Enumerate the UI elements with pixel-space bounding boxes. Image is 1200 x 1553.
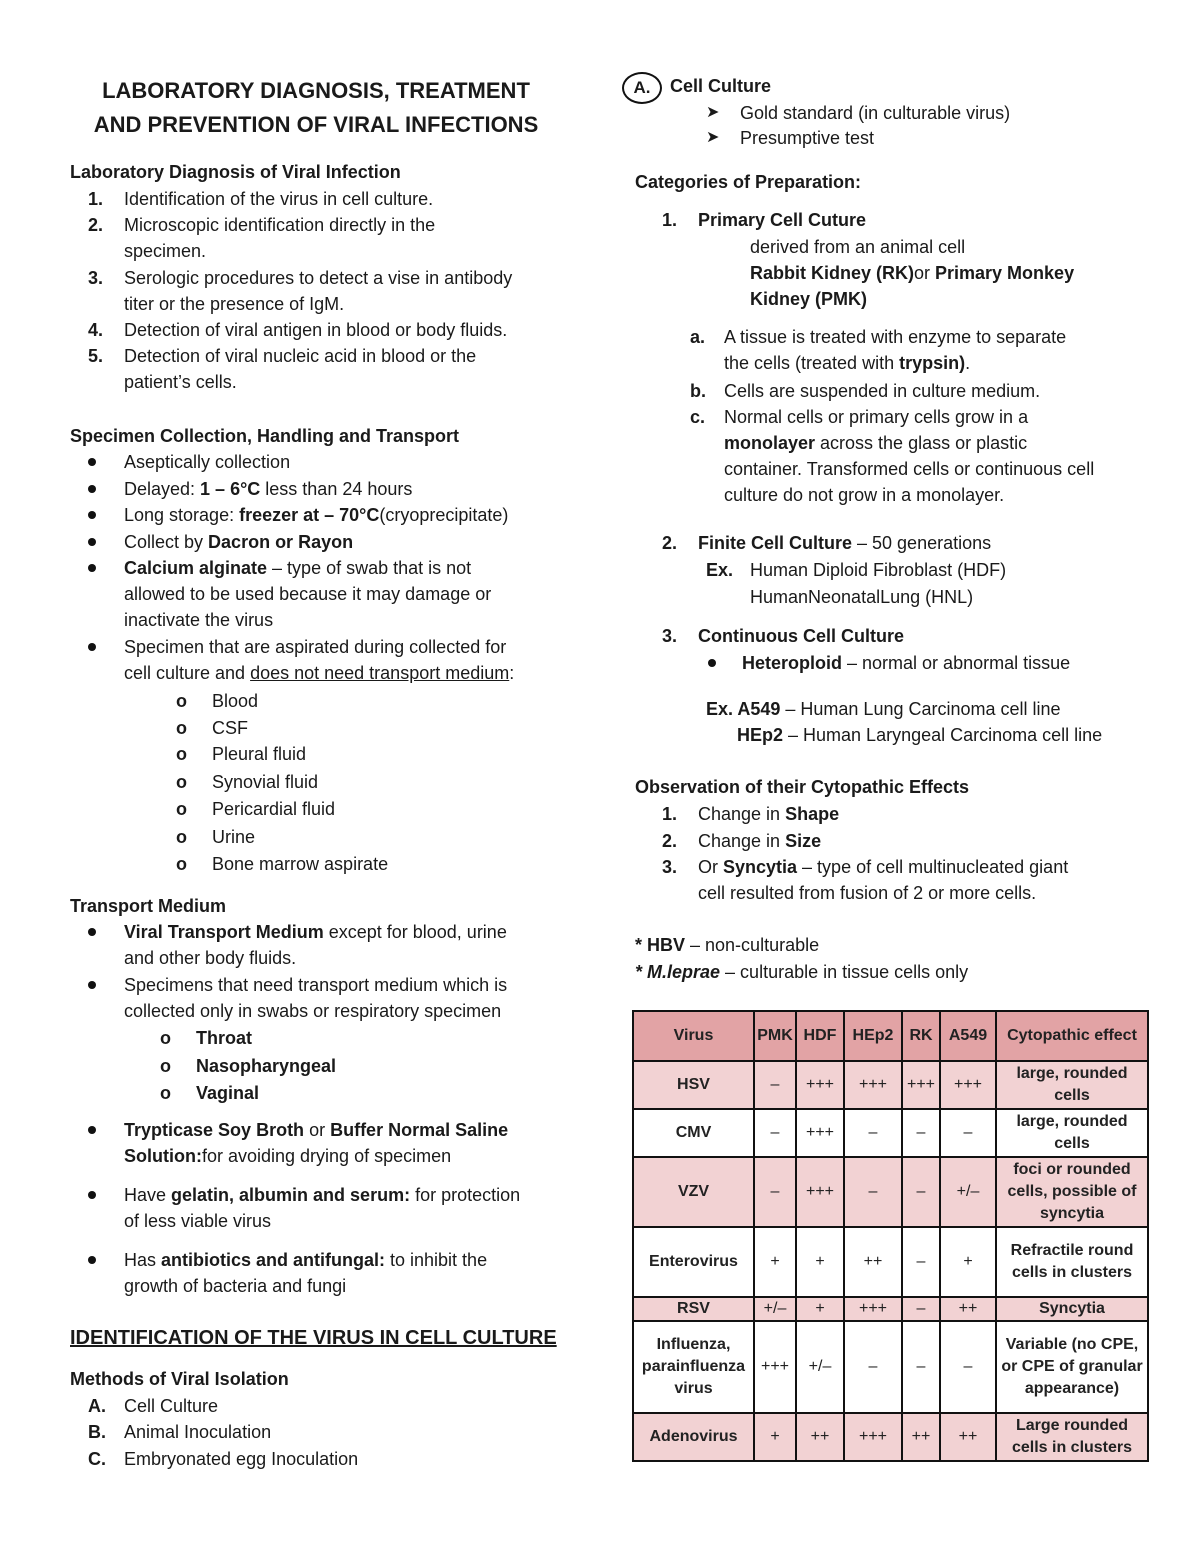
growth-cell: ++ xyxy=(796,1413,844,1461)
growth-cell: ++ xyxy=(902,1413,940,1461)
specimen-sub-item: o Pericardial fluid xyxy=(176,799,336,819)
transport-sub-item: o Nasopharyngeal xyxy=(160,1056,337,1076)
table-row xyxy=(633,1061,1148,1109)
growth-cell: +++ xyxy=(902,1061,940,1109)
finite-cell-culture: 2. Finite Cell Culture – 50 generations xyxy=(662,533,992,553)
growth-cell: – xyxy=(902,1109,940,1157)
growth-cell: +++ xyxy=(796,1061,844,1109)
continuous-example-1: Ex. A549 – Human Lung Carcinoma cell line xyxy=(706,699,1061,719)
specimen-sub-item: o Pleural fluid xyxy=(176,744,307,764)
bullet-icon xyxy=(70,1182,124,1234)
table-header: RK xyxy=(902,1011,940,1061)
bullet-icon xyxy=(70,476,124,502)
page-title xyxy=(70,74,562,142)
title-line-1: LABORATORY DIAGNOSIS, TREATMENT xyxy=(102,78,530,103)
arrow-icon: ➤ xyxy=(706,129,720,146)
table-row xyxy=(633,1227,1148,1297)
bullet-icon xyxy=(70,972,124,1024)
growth-cell: – xyxy=(754,1157,796,1227)
growth-cell: – xyxy=(902,1321,940,1413)
cytopathic-effect-cell: large, rounded cells xyxy=(996,1061,1148,1109)
table-row xyxy=(633,1413,1148,1461)
growth-cell: +++ xyxy=(796,1109,844,1157)
item-text: Detection of viral antigen in blood or body fluids. xyxy=(124,320,508,340)
transport-bullet-1: Viral Transport Medium except for blood, urine and other body fluids. xyxy=(70,919,560,971)
item-number: 1. xyxy=(88,189,104,209)
table-header: HDF xyxy=(796,1011,844,1061)
growth-cell: – xyxy=(844,1157,902,1227)
lab-diagnosis-heading: Laboratory Diagnosis of Viral Infection xyxy=(70,162,401,182)
growth-cell: – xyxy=(902,1297,940,1321)
identification-section-title: IDENTIFICATION OF THE VIRUS IN CELL CULTURE xyxy=(70,1327,557,1349)
virus-name-cell: HSV xyxy=(633,1061,754,1109)
cytopathic-effect-cell: Syncytia xyxy=(996,1297,1148,1321)
growth-cell: +++ xyxy=(940,1061,996,1109)
cytopathic-effect-cell: foci or rounded cells, possible of syncytia xyxy=(996,1157,1148,1227)
continuous-cell-culture: 3. Continuous Cell Culture xyxy=(662,626,904,646)
table-header: HEp2 xyxy=(844,1011,902,1061)
specimen-sub-item: o Urine xyxy=(176,827,256,847)
item-number: 2. xyxy=(88,215,104,235)
lab-diag-item-2 xyxy=(88,212,558,264)
growth-cell: +++ xyxy=(844,1061,902,1109)
virus-name-cell: RSV xyxy=(633,1297,754,1321)
growth-cell: ++ xyxy=(844,1227,902,1297)
title-line-2: AND PREVENTION OF VIRAL INFECTIONS xyxy=(93,112,539,137)
note-hbv: * HBV – non-culturable xyxy=(635,935,820,955)
transport-bullet-5: Has antibiotics and antifungal: to inhibit the growth of bacteria and fungi xyxy=(70,1247,560,1299)
growth-cell: + xyxy=(754,1413,796,1461)
growth-cell: +++ xyxy=(844,1297,902,1321)
virus-name-cell: CMV xyxy=(633,1109,754,1157)
specimen-sub-item: o Blood xyxy=(176,691,259,711)
cytopathic-effect-cell: large, rounded cells xyxy=(996,1109,1148,1157)
item-number: 5. xyxy=(88,346,104,366)
growth-cell: – xyxy=(902,1157,940,1227)
bullet-icon xyxy=(70,502,124,528)
primary-step-b: b. Cells are suspended in culture medium. xyxy=(690,381,1041,401)
growth-cell: – xyxy=(754,1061,796,1109)
finite-example-1: Ex. Human Diploid Fibroblast (HDF) xyxy=(706,560,1007,580)
primary-step-a: a. A tissue is treated with enzyme to separate the cells (treated with trypsin). xyxy=(690,327,1067,373)
item-text: Identification of the virus in cell culture. xyxy=(124,189,434,209)
specimen-bullet-3: Long storage: freezer at – 70°C(cryoprecipitate) xyxy=(70,502,560,528)
growth-cell: – xyxy=(844,1321,902,1413)
growth-cell: ++ xyxy=(940,1413,996,1461)
virus-cpe-table xyxy=(632,1010,1149,1462)
arrow-icon: ➤ xyxy=(706,104,720,121)
note-mleprae: * M.leprae – culturable in tissue cells only xyxy=(635,962,969,982)
table-header: Virus xyxy=(633,1011,754,1061)
transport-sub-item: o Vaginal xyxy=(160,1083,260,1103)
virus-name-cell: Influenza, parainfluenza virus xyxy=(633,1321,754,1413)
observation-item-1: 1. Change in Shape xyxy=(662,804,840,824)
bullet-icon xyxy=(70,634,124,686)
table-row xyxy=(633,1157,1148,1227)
item-text: Serologic procedures to detect a vise in antibody titer or the presence of IgM. xyxy=(124,268,513,314)
specimen-bullet-4: Collect by Dacron or Rayon xyxy=(70,529,560,555)
categories-heading: Categories of Preparation: xyxy=(635,172,862,192)
table-row xyxy=(633,1109,1148,1157)
growth-cell: – xyxy=(754,1109,796,1157)
methods-heading: Methods of Viral Isolation xyxy=(70,1369,289,1389)
transport-bullet-4: Have gelatin, albumin and serum: for protection of less viable virus xyxy=(70,1182,560,1234)
growth-cell: – xyxy=(940,1321,996,1413)
bullet-icon xyxy=(70,919,124,971)
specimen-bullet-6: Specimen that are aspirated during collected for cell culture and does not need transport medium: xyxy=(70,634,560,686)
item-number: 3. xyxy=(88,268,104,288)
continuous-example-2: HEp2 – Human Laryngeal Carcinoma cell line xyxy=(737,725,1103,745)
growth-cell: +/– xyxy=(754,1297,796,1321)
growth-cell: +++ xyxy=(844,1413,902,1461)
growth-cell: ++ xyxy=(940,1297,996,1321)
transport-bullet-3: Trypticase Soy Broth or Buffer Normal Saline Solution:for avoiding drying of specimen xyxy=(70,1117,560,1169)
primary-cell-detail: derived from an animal cell Rabbit Kidney (RK)or Primary Monkey Kidney (PMK) xyxy=(750,237,1075,309)
growth-cell: +++ xyxy=(754,1321,796,1413)
bullet-icon xyxy=(70,555,124,633)
finite-example-2: HumanNeonatalLung (HNL) xyxy=(750,587,974,607)
virus-name-cell: Enterovirus xyxy=(633,1227,754,1297)
cell-culture-point: ➤ Gold standard (in culturable virus) xyxy=(706,100,1010,126)
growth-cell: – xyxy=(844,1109,902,1157)
growth-cell: – xyxy=(940,1109,996,1157)
table-header: A549 xyxy=(940,1011,996,1061)
cytopathic-effect-cell: Variable (no CPE, or CPE of granular appearance) xyxy=(996,1321,1148,1413)
observation-heading: Observation of their Cytopathic Effects xyxy=(635,777,970,797)
specimen-bullet-2: Delayed: 1 – 6°C less than 24 hours xyxy=(70,476,560,502)
cytopathic-effect-cell: Large rounded cells in clusters xyxy=(996,1413,1148,1461)
specimen-bullet-5: Calcium alginate – type of swab that is not allowed to be used because it may damage or inactivate the virus xyxy=(70,555,560,633)
growth-cell: +/– xyxy=(940,1157,996,1227)
observation-item-2: 2. Change in Size xyxy=(662,831,822,851)
method-item: B. Animal Inoculation xyxy=(88,1422,272,1442)
growth-cell: + xyxy=(796,1297,844,1321)
table-header: PMK xyxy=(754,1011,796,1061)
transport-bullet-2: Specimens that need transport medium which is collected only in swabs or respiratory specimen xyxy=(70,972,560,1024)
item-text: Microscopic identification directly in the specimen. xyxy=(124,215,436,261)
bullet-icon xyxy=(690,650,742,676)
section-a-badge: A. xyxy=(622,72,662,104)
method-item: C. Embryonated egg Inoculation xyxy=(88,1449,359,1469)
table-row xyxy=(633,1297,1148,1321)
bullet-icon xyxy=(70,1247,124,1299)
bullet-icon xyxy=(70,529,124,555)
growth-cell: +++ xyxy=(796,1157,844,1227)
bullet-icon xyxy=(70,449,124,475)
specimen-sub-item: o CSF xyxy=(176,718,248,738)
specimen-sub-item: o Bone marrow aspirate xyxy=(176,854,389,874)
growth-cell: + xyxy=(940,1227,996,1297)
table-row xyxy=(633,1321,1148,1413)
growth-cell: – xyxy=(902,1227,940,1297)
table-header-row xyxy=(633,1011,1148,1061)
growth-cell: + xyxy=(796,1227,844,1297)
lab-diag-item-5 xyxy=(88,343,558,395)
cell-culture-point: ➤ Presumptive test xyxy=(706,125,874,151)
observation-item-3: 3. Or Syncytia – type of cell multinucleated giant cell resulted from fusion of 2 or more cells. xyxy=(662,857,1069,903)
virus-name-cell: Adenovirus xyxy=(633,1413,754,1461)
growth-cell: +/– xyxy=(796,1321,844,1413)
transport-sub-item: o Throat xyxy=(160,1028,252,1048)
table-header: Cytopathic effect xyxy=(996,1011,1148,1061)
cytopathic-effect-cell: Refractile round cells in clusters xyxy=(996,1227,1148,1297)
continuous-bullet: Heteroploid – normal or abnormal tissue xyxy=(690,650,1150,676)
specimen-sub-item: o Synovial fluid xyxy=(176,772,319,792)
method-item: A. Cell Culture xyxy=(88,1396,219,1416)
bullet-icon xyxy=(70,1117,124,1169)
item-text: Detection of viral nucleic acid in blood or the patient’s cells. xyxy=(124,346,477,392)
lab-diag-item-1 xyxy=(88,186,558,212)
primary-step-c: c. Normal cells or primary cells grow in a monolayer across the glass or plastic container. Transformed cells or continuous cell culture do not grow in a monolayer. xyxy=(690,407,1095,505)
cell-culture-title: Cell Culture xyxy=(670,76,772,96)
primary-cell-culture: 1. Primary Cell Cuture xyxy=(662,210,867,230)
growth-cell: + xyxy=(754,1227,796,1297)
transport-heading: Transport Medium xyxy=(70,896,227,916)
lab-diag-item-3 xyxy=(88,265,558,317)
virus-name-cell: VZV xyxy=(633,1157,754,1227)
lab-diag-item-4 xyxy=(88,317,558,343)
item-number: 4. xyxy=(88,320,104,340)
specimen-heading: Specimen Collection, Handling and Transport xyxy=(70,426,460,446)
specimen-bullet-1: Aseptically collection xyxy=(70,449,560,475)
